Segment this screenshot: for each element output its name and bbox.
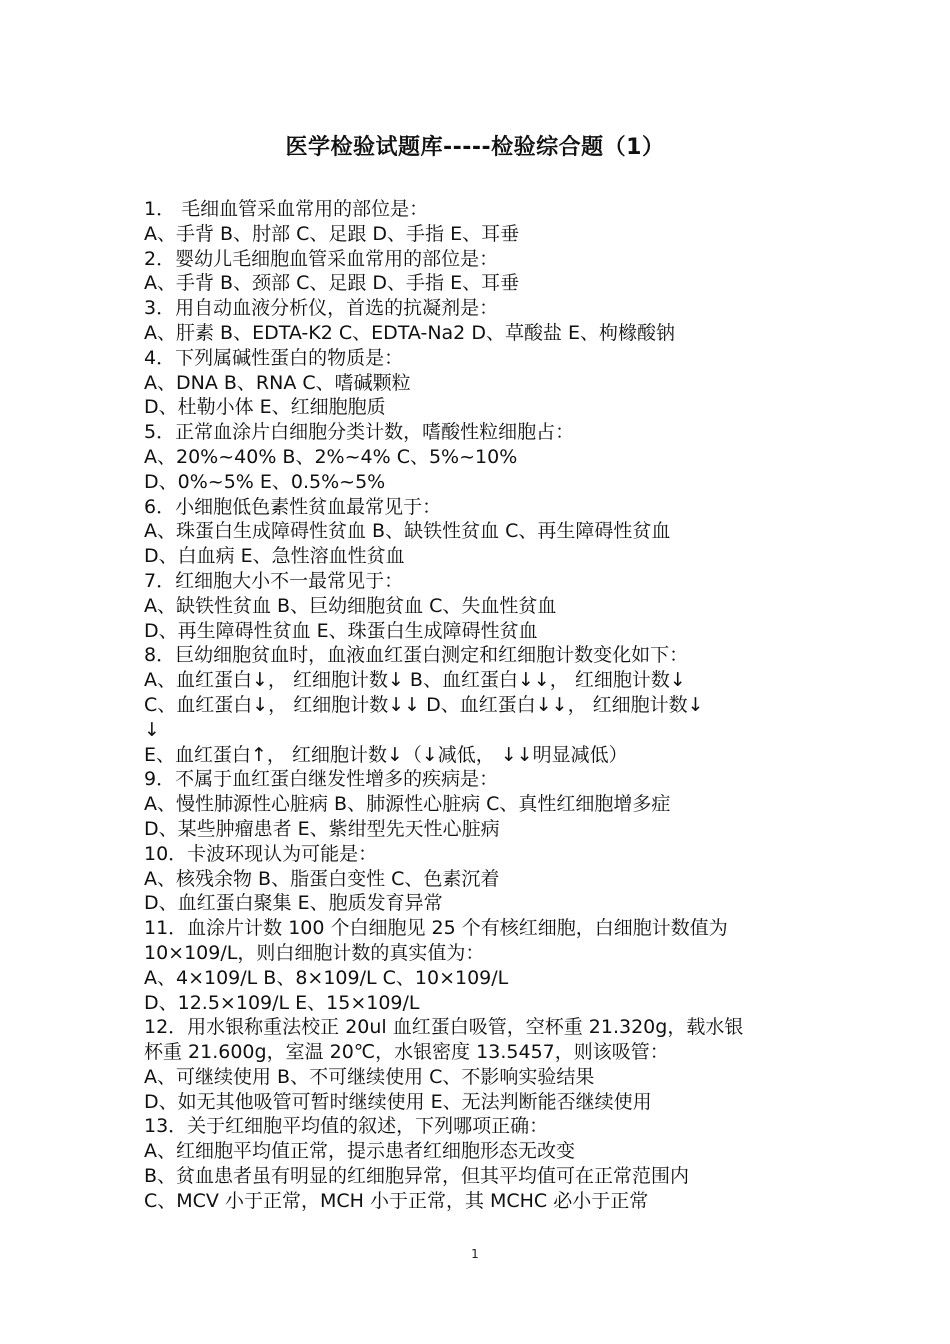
answer-option-line: A、红细胞平均值正常，提示患者红细胞形态无改变 xyxy=(144,1140,575,1163)
answer-options-line: A、手背 B、肘部 C、足跟 D、手指 E、耳垂 xyxy=(144,222,520,245)
question-line: 13．关于红细胞平均值的叙述，下列哪项正确： xyxy=(144,1115,549,1138)
question-list xyxy=(144,197,810,1214)
question-line: 3．用自动血液分析仪，首选的抗凝剂是： xyxy=(144,297,499,320)
document-title: 医学检验试题库-----检验综合题（1） xyxy=(285,135,665,160)
answer-options-line: A、手背 B、颈部 C、足跟 D、手指 E、耳垂 xyxy=(144,272,520,295)
answer-options-line: E、血红蛋白↑， 红细胞计数↓（↓减低， ↓↓明显减低） xyxy=(144,743,628,766)
answer-options-line: A、4×109/L B、8×109/L C、10×109/L xyxy=(144,966,509,989)
answer-options-line: D、再生障碍性贫血 E、珠蛋白生成障碍性贫血 xyxy=(144,619,538,642)
answer-options-line: D、某些肿瘤患者 E、紫绀型先天性心脏病 xyxy=(144,817,500,840)
question-line: 7．红细胞大小不一最常见于： xyxy=(144,569,404,592)
question-line-continuation: 10×109/L，则白细胞计数的真实值为： xyxy=(144,941,485,964)
answer-options-line: D、白血病 E、急性溶血性贫血 xyxy=(144,545,405,568)
answer-options-line: D、血红蛋白聚集 E、胞质发育异常 xyxy=(144,892,443,915)
question-line: 10．卡波环现认为可能是： xyxy=(144,842,378,865)
answer-option-line: C、MCV 小于正常，MCH 小于正常，其 MCHC 必小于正常 xyxy=(144,1189,649,1212)
answer-options-line: D、如无其他吸管可暂时继续使用 E、无法判断能否继续使用 xyxy=(144,1090,652,1113)
answer-options-line: A、可继续使用 B、不可继续使用 C、不影响实验结果 xyxy=(144,1065,595,1088)
page-number: 1 xyxy=(471,1247,479,1261)
answer-options-continuation: ↓ xyxy=(144,718,160,741)
question-line: 2．婴幼儿毛细胞血管采血常用的部位是： xyxy=(144,247,499,270)
question-line: 8．巨幼细胞贫血时，血液血红蛋白测定和红细胞计数变化如下： xyxy=(144,644,689,667)
question-line: 11．血涂片计数 100 个白细胞见 25 个有核红细胞，白细胞计数值为 xyxy=(144,917,728,940)
question-line: 4．下列属碱性蛋白的物质是： xyxy=(144,346,404,369)
answer-options-line: D、杜勒小体 E、红细胞胞质 xyxy=(144,396,386,419)
answer-options-line: A、核残余物 B、脂蛋白变性 C、色素沉着 xyxy=(144,867,500,890)
answer-option-line: B、贫血患者虽有明显的红细胞异常，但其平均值可在正常范围内 xyxy=(144,1165,690,1188)
answer-options-line: D、12.5×109/L E、15×109/L xyxy=(144,991,420,1014)
answer-options-line: A、DNA B、RNA C、嗜碱颗粒 xyxy=(144,371,411,394)
question-line: 1． 毛细血管采血常用的部位是： xyxy=(144,198,429,220)
answer-options-line: A、珠蛋白生成障碍性贫血 B、缺铁性贫血 C、再生障碍性贫血 xyxy=(144,520,671,543)
question-line: 5．正常血涂片白细胞分类计数，嗜酸性粒细胞占： xyxy=(144,421,575,444)
question-line-continuation: 杯重 21.600g，室温 20℃，水银密度 13.5457，则该吸管： xyxy=(144,1041,669,1064)
answer-options-line: D、0%~5% E、0.5%~5% xyxy=(144,470,386,493)
question-line: 9．不属于血红蛋白继发性增多的疾病是： xyxy=(144,768,499,791)
answer-options-line: A、慢性肺源性心脏病 B、肺源性心脏病 C、真性红细胞增多症 xyxy=(144,793,671,816)
answer-options-line: A、缺铁性贫血 B、巨幼细胞贫血 C、失血性贫血 xyxy=(144,594,557,617)
question-line: 12．用水银称重法校正 20ul 血红蛋白吸管，空杯重 21.320g，载水银 xyxy=(144,1016,744,1039)
answer-options-line: A、血红蛋白↓， 红细胞计数↓ B、血红蛋白↓↓， 红细胞计数↓ xyxy=(144,669,686,692)
answer-options-line: A、肝素 B、EDTA-K2 C、EDTA-Na2 D、草酸盐 E、枸橼酸钠 xyxy=(144,321,675,344)
question-line: 6．小细胞低色素性贫血最常见于： xyxy=(144,495,442,518)
answer-options-line: C、血红蛋白↓， 红细胞计数↓↓ D、血红蛋白↓↓， 红细胞计数↓ xyxy=(144,693,704,716)
answer-options-line: A、20%~40% B、2%~4% C、5%~10% xyxy=(144,445,518,468)
